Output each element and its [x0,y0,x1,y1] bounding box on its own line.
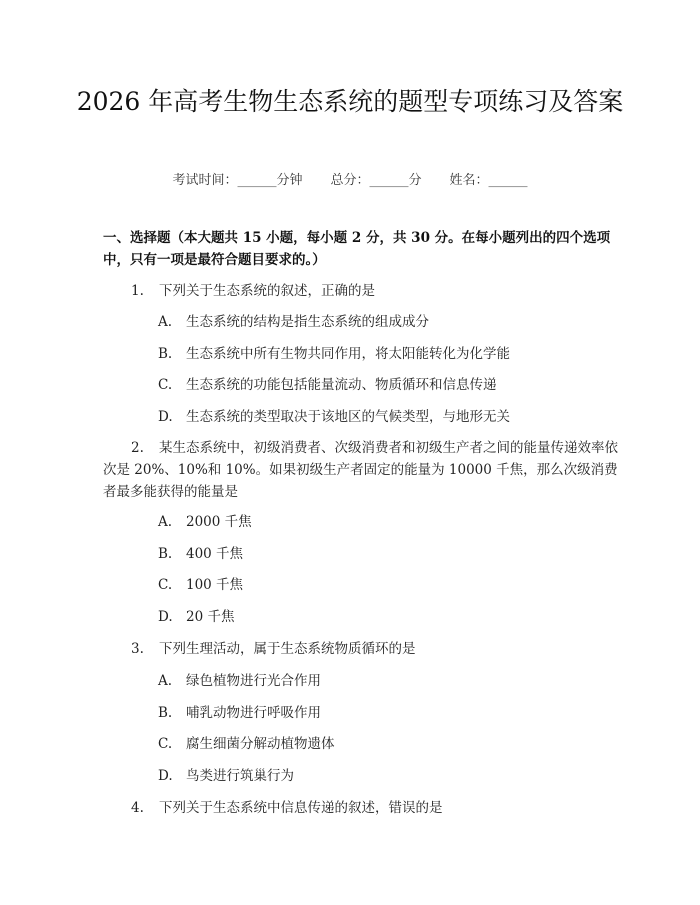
option-2c: C. 100 千焦 [158,577,244,593]
option-3d: D. 鸟类进行筑巢行为 [158,768,294,784]
question-number: 4. [131,800,144,816]
question-number: 3. [131,641,144,657]
section-heading: 一、选择题（本大题共 15 小题，每小题 2 分，共 30 分。在每小题列出的四个选项中，只有一项是最符合题目要求的。） [103,230,611,268]
question-text: 下列关于生态系统中信息传递的叙述，错误的是 [159,800,443,816]
question-3 [103,638,623,660]
document-title: 2026 年高考生物生态系统的题型专项练习及答案 [76,87,624,116]
question-2 [103,437,623,503]
option-1d: D. 生态系统的类型取决于该地区的气候类型，与地形无关 [158,409,510,425]
option-2a: A. 2000 千焦 [158,514,252,530]
question-text: 下列关于生态系统的叙述，正确的是 [159,283,375,299]
exam-meta [0,169,700,188]
option-3a: A. 绿色植物进行光合作用 [158,673,321,689]
question-text: 某生态系统中，初级消费者、次级消费者和初级生产者之间的能量传递效率依次是 20%、10%和 10%。如果初级生产者固定的能量为 10000 千焦，那么次级消费者最多能获得的能量是 [103,440,618,500]
option-1c: C. 生态系统的功能包括能量流动、物质循环和信息传递 [158,377,497,393]
question-text: 下列生理活动，属于生态系统物质循环的是 [159,641,416,657]
option-1a: A. 生态系统的结构是指生态系统的组成成分 [158,314,429,330]
question-number: 1. [131,283,144,299]
option-1b: B. 生态系统中所有生物共同作用，将太阳能转化为化学能 [158,346,510,362]
option-2b: B. 400 千焦 [158,546,244,562]
question-1 [103,280,623,302]
option-2d: D. 20 千焦 [158,609,235,625]
option-3b: B. 哺乳动物进行呼吸作用 [158,705,321,721]
exam-time: 考试时间：______分钟 [172,173,303,188]
question-4 [103,797,623,819]
exam-name: 姓名：______ [449,173,528,188]
exam-score: 总分：______分 [330,173,422,188]
question-number: 2. [131,440,144,456]
option-3c: C. 腐生细菌分解动植物遗体 [158,736,335,752]
